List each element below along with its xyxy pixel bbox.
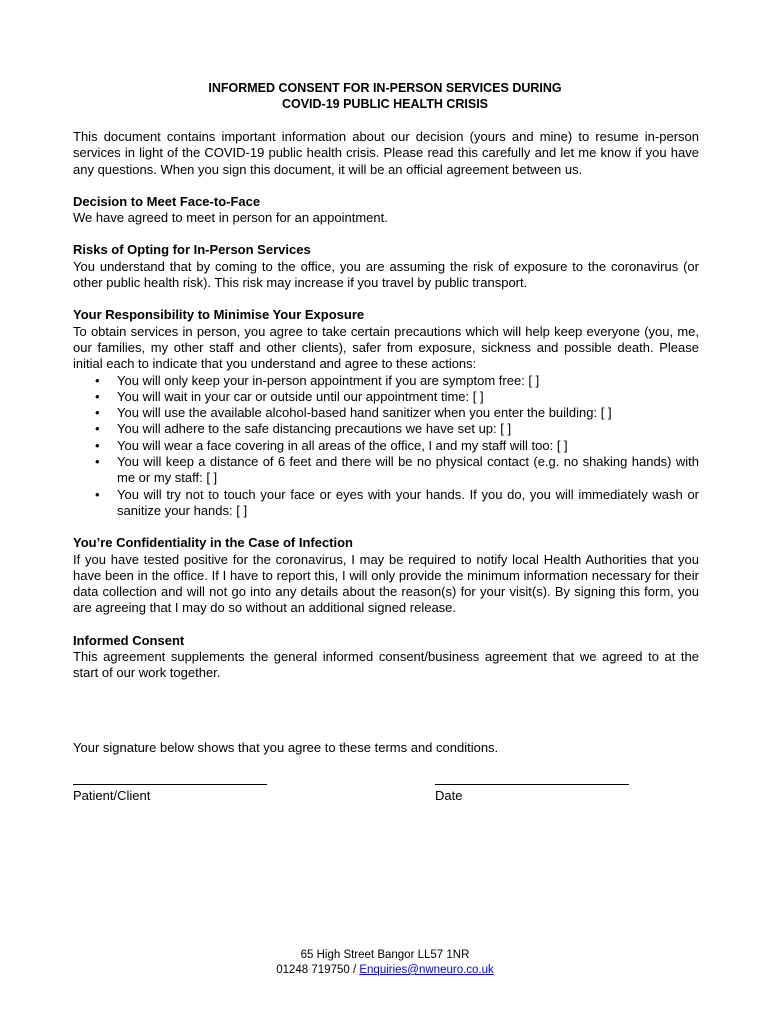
title-line-1: INFORMED CONSENT FOR IN-PERSON SERVICES DURING <box>208 81 562 95</box>
section-heading: Informed Consent <box>73 632 185 648</box>
footer <box>0 948 770 978</box>
precaution-item[interactable]: • You will wear a face covering in all areas of the office, I and my staff will too: [ ] <box>117 438 699 454</box>
document-title <box>0 80 770 112</box>
patient-signature-label: Patient/Client <box>73 788 151 803</box>
section-body: To obtain services in person, you agree to take certain precautions which will help keep everyone (you, me, our families, my other staff and other clients), safer from exposure, sickness and possible death. Please initial each to indicate that you understand and agree to these actions: <box>73 323 699 372</box>
precaution-item[interactable]: • You will keep a distance of 6 feet and there will be no physical contact (e.g. no shaking hands) with me or my staff: [ ] <box>117 454 699 487</box>
section-body: We have agreed to meet in person for an appointment. <box>73 210 388 226</box>
section-heading: You’re Confidentiality in the Case of Infection <box>73 535 354 551</box>
precaution-item[interactable]: • You will try not to touch your face or eyes with your hands. If you do, you will immediately wash or sanitize your hands: [ ] <box>117 487 699 520</box>
section-responsibility <box>73 307 699 519</box>
precaution-item[interactable]: • You will wait in your car or outside until our appointment time: [ ] <box>117 389 699 405</box>
section-body: This agreement supplements the general informed consent/business agreement that we agreed to at the start of our work together. <box>73 649 699 681</box>
date-signature-label: Date <box>435 788 463 803</box>
section-risks <box>73 242 699 291</box>
section-heading: Your Responsibility to Minimise Your Exposure <box>73 307 365 323</box>
section-body: If you have tested positive for the coronavirus, I may be required to notify local Health Authorities that you have been in the office. If I have to report this, I will only provide the minimum information necessary for their data collection and will not go into any details about the reason(s) for your visit(s). By signing this form, you are agreeing that I may do so without an additional signed release. <box>73 551 699 616</box>
section-confidentiality <box>73 535 699 616</box>
precaution-item[interactable]: • You will adhere to the safe distancing precautions we have set up: [ ] <box>117 421 699 437</box>
footer-address: 65 High Street Bangor LL57 1NR <box>300 949 470 961</box>
title-line-2: COVID-19 PUBLIC HEALTH CRISIS <box>281 97 489 111</box>
section-heading: Risks of Opting for In-Person Services <box>73 242 311 258</box>
footer-phone: 01248 719750 / <box>276 964 360 976</box>
intro-paragraph: This document contains important information about our decision (yours and mine) to resume in-person services in light of the COVID-19 public health crisis. Please read this carefully and let me know if you have any questions. When you sign this document, it will be an official agreement between us. <box>73 129 699 177</box>
date-signature-line[interactable] <box>435 772 629 785</box>
document-body <box>73 129 699 682</box>
section-heading: Decision to Meet Face-to-Face <box>73 193 261 209</box>
section-informed-consent <box>73 633 699 682</box>
footer-contact <box>0 963 770 978</box>
signature-statement: Your signature below shows that you agree to these terms and conditions. <box>73 740 499 755</box>
section-body: You understand that by coming to the office, you are assuming the risk of exposure to the coronavirus (or other public health risk). This risk may increase if you travel by public transport. <box>73 258 699 291</box>
section-decision <box>73 194 699 227</box>
footer-email-link[interactable]: Enquiries@nwneuro.co.uk <box>359 964 494 976</box>
patient-signature-line[interactable] <box>73 772 267 785</box>
precaution-item[interactable]: • You will use the available alcohol-based hand sanitizer when you enter the building: [ ] <box>117 405 699 421</box>
precaution-list <box>73 373 699 520</box>
precaution-item[interactable]: • You will only keep your in-person appointment if you are symptom free: [ ] <box>117 373 699 389</box>
